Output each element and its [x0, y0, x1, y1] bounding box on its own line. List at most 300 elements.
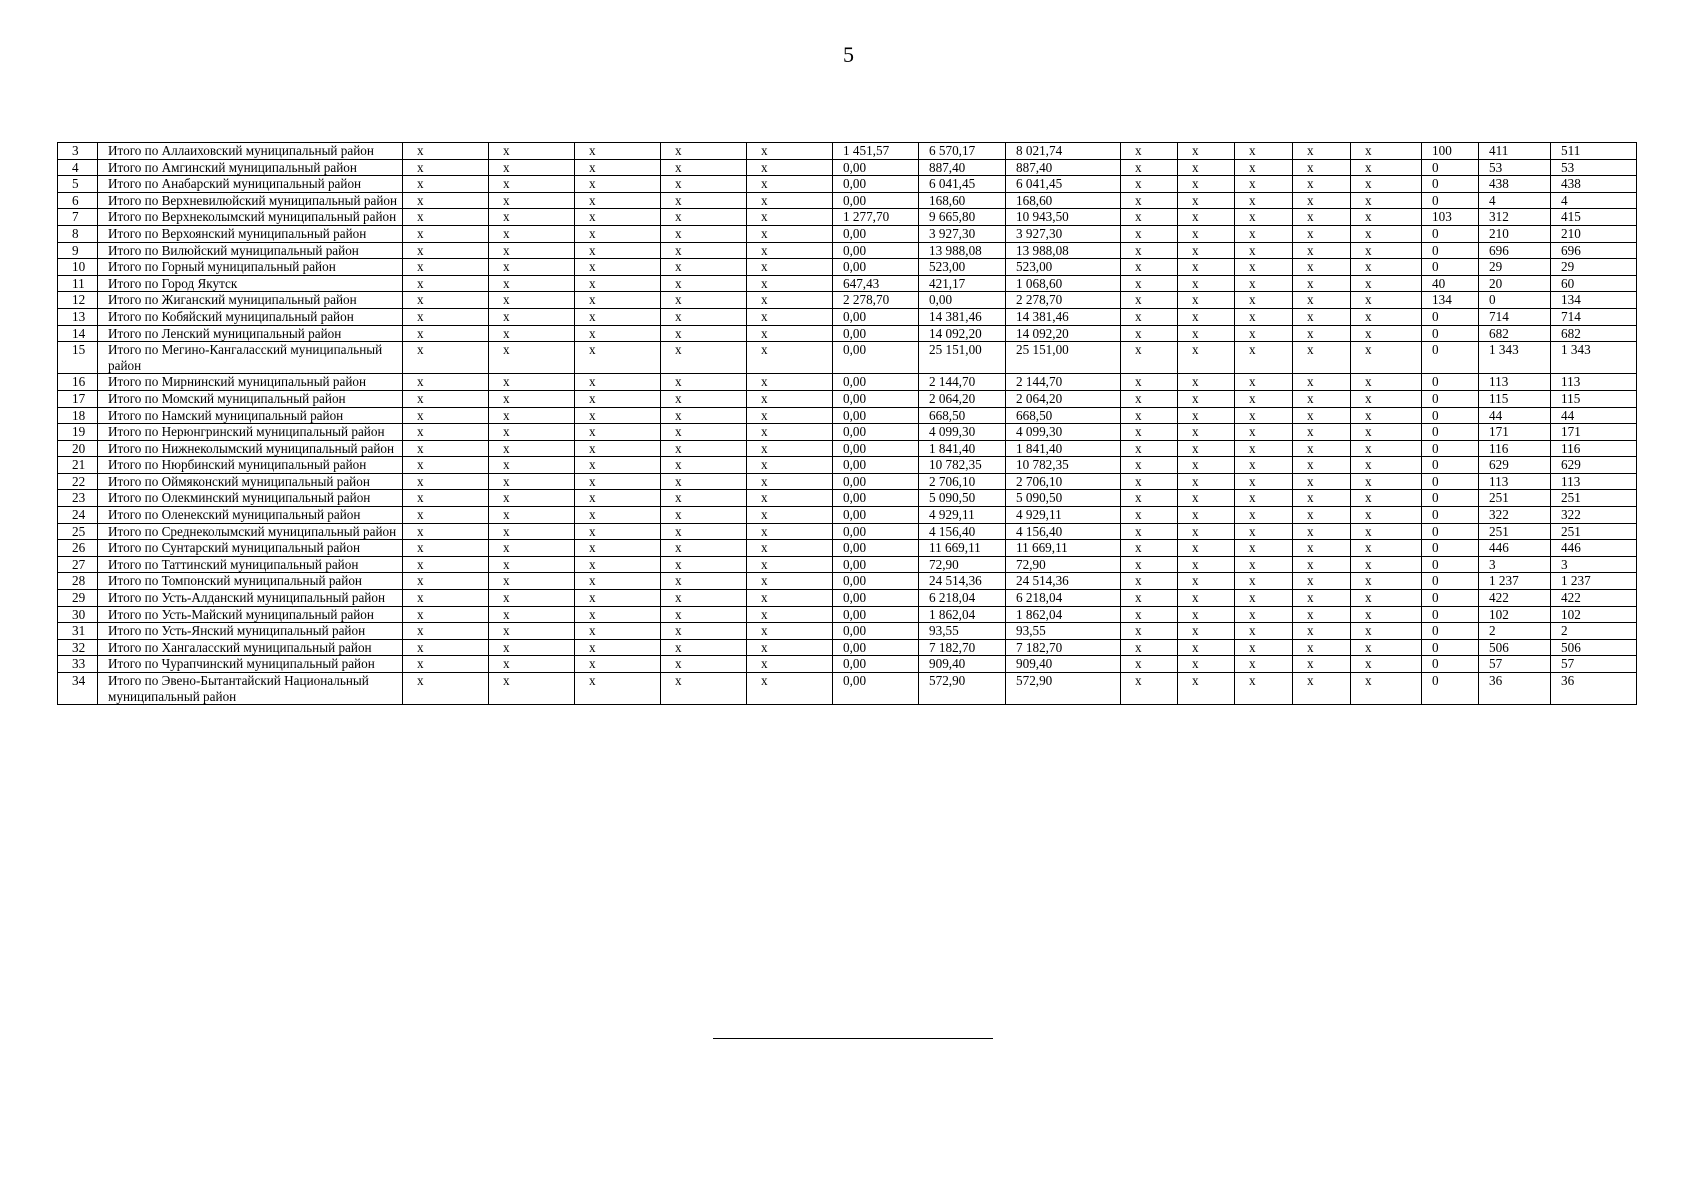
marker-cell: x: [1293, 623, 1351, 640]
marker-cell: x: [1235, 192, 1293, 209]
marker-cell: x: [661, 259, 747, 276]
marker-cell: x: [1293, 639, 1351, 656]
row-number: 7: [58, 209, 98, 226]
marker-cell: x: [747, 507, 833, 524]
value-b: 9 665,80: [919, 209, 1006, 226]
marker-cell: x: [1178, 390, 1235, 407]
marker-cell: x: [403, 176, 489, 193]
marker-cell: x: [1235, 473, 1293, 490]
marker-cell: x: [1293, 590, 1351, 607]
value-total: 72,90: [1006, 556, 1121, 573]
marker-cell: x: [1178, 176, 1235, 193]
marker-cell: x: [575, 192, 661, 209]
marker-cell: x: [661, 573, 747, 590]
marker-cell: x: [1293, 490, 1351, 507]
count-a: 0: [1422, 457, 1479, 474]
marker-cell: x: [1235, 407, 1293, 424]
count-total: 682: [1551, 325, 1637, 342]
marker-cell: x: [489, 590, 575, 607]
value-b: 3 927,30: [919, 225, 1006, 242]
value-total: 887,40: [1006, 159, 1121, 176]
value-b: 93,55: [919, 623, 1006, 640]
value-a: 0,00: [833, 639, 919, 656]
row-number: 16: [58, 374, 98, 391]
count-b: 251: [1479, 490, 1551, 507]
marker-cell: x: [1293, 143, 1351, 160]
row-name: Итого по Намский муниципальный район: [98, 407, 403, 424]
marker-cell: x: [1235, 292, 1293, 309]
count-a: 0: [1422, 390, 1479, 407]
marker-cell: x: [575, 342, 661, 374]
marker-cell: x: [1178, 292, 1235, 309]
marker-cell: x: [403, 342, 489, 374]
value-a: 0,00: [833, 342, 919, 374]
count-total: 1 237: [1551, 573, 1637, 590]
marker-cell: x: [661, 159, 747, 176]
value-b: 2 706,10: [919, 473, 1006, 490]
marker-cell: x: [1121, 473, 1178, 490]
marker-cell: x: [1351, 440, 1422, 457]
marker-cell: x: [1121, 275, 1178, 292]
marker-cell: x: [661, 673, 747, 705]
marker-cell: x: [661, 473, 747, 490]
marker-cell: x: [1351, 639, 1422, 656]
value-total: 1 068,60: [1006, 275, 1121, 292]
marker-cell: x: [1178, 540, 1235, 557]
marker-cell: x: [1351, 342, 1422, 374]
row-name: Итого по Усть-Янский муниципальный район: [98, 623, 403, 640]
marker-cell: x: [1235, 424, 1293, 441]
count-b: 53: [1479, 159, 1551, 176]
marker-cell: x: [575, 490, 661, 507]
marker-cell: x: [1351, 209, 1422, 226]
value-b: 11 669,11: [919, 540, 1006, 557]
marker-cell: x: [661, 590, 747, 607]
value-b: 0,00: [919, 292, 1006, 309]
count-b: 36: [1479, 673, 1551, 705]
marker-cell: x: [489, 308, 575, 325]
row-name: Итого по Жиганский муниципальный район: [98, 292, 403, 309]
row-number: 11: [58, 275, 98, 292]
marker-cell: x: [1351, 573, 1422, 590]
marker-cell: x: [489, 176, 575, 193]
value-total: 7 182,70: [1006, 639, 1121, 656]
value-total: 1 841,40: [1006, 440, 1121, 457]
table-row: [58, 259, 1637, 276]
row-name: Итого по Нерюнгринский муниципальный район: [98, 424, 403, 441]
value-total: 2 278,70: [1006, 292, 1121, 309]
count-a: 0: [1422, 556, 1479, 573]
marker-cell: x: [575, 275, 661, 292]
marker-cell: x: [1293, 407, 1351, 424]
value-a: 647,43: [833, 275, 919, 292]
marker-cell: x: [1178, 590, 1235, 607]
marker-cell: x: [489, 523, 575, 540]
value-a: 0,00: [833, 556, 919, 573]
report-table-body: [58, 143, 1637, 705]
value-total: 4 156,40: [1006, 523, 1121, 540]
row-name: Итого по Вилюйский муниципальный район: [98, 242, 403, 259]
count-a: 0: [1422, 325, 1479, 342]
marker-cell: x: [489, 225, 575, 242]
value-a: 0,00: [833, 623, 919, 640]
marker-cell: x: [747, 143, 833, 160]
table-row: [58, 424, 1637, 441]
marker-cell: x: [1235, 325, 1293, 342]
marker-cell: x: [575, 143, 661, 160]
marker-cell: x: [403, 507, 489, 524]
table-row: [58, 673, 1637, 705]
marker-cell: x: [575, 673, 661, 705]
row-number: 8: [58, 225, 98, 242]
row-name: Итого по Мегино-Кангаласский муниципальный район: [98, 342, 403, 374]
value-total: 5 090,50: [1006, 490, 1121, 507]
marker-cell: x: [403, 143, 489, 160]
marker-cell: x: [1121, 673, 1178, 705]
marker-cell: x: [1235, 143, 1293, 160]
marker-cell: x: [1121, 259, 1178, 276]
table-row: [58, 209, 1637, 226]
value-total: 14 092,20: [1006, 325, 1121, 342]
marker-cell: x: [661, 209, 747, 226]
value-total: 14 381,46: [1006, 308, 1121, 325]
marker-cell: x: [489, 259, 575, 276]
row-name: Итого по Ленский муниципальный район: [98, 325, 403, 342]
value-total: 2 706,10: [1006, 473, 1121, 490]
row-number: 34: [58, 673, 98, 705]
table-row: [58, 292, 1637, 309]
marker-cell: x: [489, 457, 575, 474]
marker-cell: x: [1121, 242, 1178, 259]
marker-cell: x: [747, 656, 833, 673]
marker-cell: x: [661, 292, 747, 309]
row-number: 26: [58, 540, 98, 557]
value-a: 0,00: [833, 473, 919, 490]
value-a: 0,00: [833, 225, 919, 242]
marker-cell: x: [1121, 623, 1178, 640]
marker-cell: x: [747, 225, 833, 242]
count-total: 113: [1551, 374, 1637, 391]
count-b: 210: [1479, 225, 1551, 242]
row-number: 19: [58, 424, 98, 441]
marker-cell: x: [747, 440, 833, 457]
marker-cell: x: [747, 457, 833, 474]
row-name: Итого по Эвено-Бытантайский Национальный муниципальный район: [98, 673, 403, 705]
marker-cell: x: [1351, 308, 1422, 325]
marker-cell: x: [747, 374, 833, 391]
marker-cell: x: [403, 225, 489, 242]
row-name: Итого по Аллаиховский муниципальный район: [98, 143, 403, 160]
value-a: 0,00: [833, 407, 919, 424]
value-a: 0,00: [833, 308, 919, 325]
marker-cell: x: [1235, 259, 1293, 276]
value-a: 0,00: [833, 507, 919, 524]
row-name: Итого по Сунтарский муниципальный район: [98, 540, 403, 557]
value-b: 909,40: [919, 656, 1006, 673]
value-total: 6 218,04: [1006, 590, 1121, 607]
marker-cell: x: [489, 325, 575, 342]
count-b: 629: [1479, 457, 1551, 474]
count-b: 102: [1479, 606, 1551, 623]
marker-cell: x: [1351, 192, 1422, 209]
row-name: Итого по Усть-Алданский муниципальный район: [98, 590, 403, 607]
marker-cell: x: [489, 390, 575, 407]
value-a: 0,00: [833, 390, 919, 407]
count-a: 0: [1422, 192, 1479, 209]
marker-cell: x: [747, 159, 833, 176]
value-total: 10 782,35: [1006, 457, 1121, 474]
count-b: 4: [1479, 192, 1551, 209]
row-number: 13: [58, 308, 98, 325]
marker-cell: x: [489, 540, 575, 557]
count-total: 36: [1551, 673, 1637, 705]
value-b: 14 092,20: [919, 325, 1006, 342]
marker-cell: x: [1235, 556, 1293, 573]
table-row: [58, 606, 1637, 623]
marker-cell: x: [1351, 490, 1422, 507]
value-a: 0,00: [833, 673, 919, 705]
count-b: 20: [1479, 275, 1551, 292]
value-a: 0,00: [833, 573, 919, 590]
marker-cell: x: [575, 407, 661, 424]
marker-cell: x: [1121, 308, 1178, 325]
table-row: [58, 407, 1637, 424]
row-name: Итого по Оленекский муниципальный район: [98, 507, 403, 524]
marker-cell: x: [489, 606, 575, 623]
value-b: 5 090,50: [919, 490, 1006, 507]
value-a: 1 451,57: [833, 143, 919, 160]
marker-cell: x: [1235, 623, 1293, 640]
marker-cell: x: [1178, 374, 1235, 391]
marker-cell: x: [1121, 292, 1178, 309]
row-name: Итого по Томпонский муниципальный район: [98, 573, 403, 590]
value-a: 0,00: [833, 606, 919, 623]
marker-cell: x: [489, 292, 575, 309]
value-b: 1 862,04: [919, 606, 1006, 623]
marker-cell: x: [1178, 639, 1235, 656]
marker-cell: x: [1121, 143, 1178, 160]
count-a: 0: [1422, 242, 1479, 259]
marker-cell: x: [1121, 159, 1178, 176]
row-number: 29: [58, 590, 98, 607]
marker-cell: x: [575, 259, 661, 276]
marker-cell: x: [1178, 523, 1235, 540]
marker-cell: x: [1351, 325, 1422, 342]
table-row: [58, 242, 1637, 259]
count-a: 134: [1422, 292, 1479, 309]
marker-cell: x: [1178, 259, 1235, 276]
count-total: 60: [1551, 275, 1637, 292]
count-total: 44: [1551, 407, 1637, 424]
marker-cell: x: [747, 325, 833, 342]
row-number: 33: [58, 656, 98, 673]
marker-cell: x: [489, 374, 575, 391]
marker-cell: x: [661, 143, 747, 160]
value-a: 0,00: [833, 325, 919, 342]
table-row: [58, 275, 1637, 292]
count-b: 2: [1479, 623, 1551, 640]
value-total: 13 988,08: [1006, 242, 1121, 259]
count-a: 0: [1422, 473, 1479, 490]
value-total: 10 943,50: [1006, 209, 1121, 226]
row-number: 24: [58, 507, 98, 524]
marker-cell: x: [747, 390, 833, 407]
count-a: 0: [1422, 573, 1479, 590]
marker-cell: x: [1235, 606, 1293, 623]
marker-cell: x: [1178, 209, 1235, 226]
marker-cell: x: [403, 606, 489, 623]
marker-cell: x: [661, 440, 747, 457]
marker-cell: x: [403, 390, 489, 407]
table-row: [58, 573, 1637, 590]
marker-cell: x: [661, 225, 747, 242]
table-row: [58, 374, 1637, 391]
marker-cell: x: [575, 523, 661, 540]
value-a: 0,00: [833, 540, 919, 557]
marker-cell: x: [1293, 209, 1351, 226]
count-a: 0: [1422, 342, 1479, 374]
marker-cell: x: [1293, 656, 1351, 673]
row-name: Итого по Нижнеколымский муниципальный район: [98, 440, 403, 457]
count-a: 0: [1422, 590, 1479, 607]
marker-cell: x: [1121, 656, 1178, 673]
value-a: 0,00: [833, 176, 919, 193]
marker-cell: x: [661, 523, 747, 540]
count-total: 171: [1551, 424, 1637, 441]
marker-cell: x: [747, 407, 833, 424]
value-a: 0,00: [833, 457, 919, 474]
marker-cell: x: [1351, 656, 1422, 673]
value-total: 25 151,00: [1006, 342, 1121, 374]
count-a: 0: [1422, 507, 1479, 524]
row-name: Итого по Кобяйский муниципальный район: [98, 308, 403, 325]
marker-cell: x: [403, 590, 489, 607]
count-total: 134: [1551, 292, 1637, 309]
row-name: Итого по Нюрбинский муниципальный район: [98, 457, 403, 474]
marker-cell: x: [747, 673, 833, 705]
marker-cell: x: [1293, 473, 1351, 490]
row-number: 4: [58, 159, 98, 176]
marker-cell: x: [661, 490, 747, 507]
marker-cell: x: [1178, 242, 1235, 259]
value-a: 0,00: [833, 490, 919, 507]
marker-cell: x: [1178, 507, 1235, 524]
marker-cell: x: [575, 639, 661, 656]
marker-cell: x: [1178, 225, 1235, 242]
marker-cell: x: [1121, 342, 1178, 374]
count-b: 1 343: [1479, 342, 1551, 374]
count-total: 446: [1551, 540, 1637, 557]
marker-cell: x: [1235, 573, 1293, 590]
value-a: 0,00: [833, 523, 919, 540]
marker-cell: x: [575, 325, 661, 342]
marker-cell: x: [575, 540, 661, 557]
marker-cell: x: [489, 407, 575, 424]
marker-cell: x: [1235, 507, 1293, 524]
marker-cell: x: [403, 473, 489, 490]
marker-cell: x: [1293, 606, 1351, 623]
value-b: 4 156,40: [919, 523, 1006, 540]
row-name: Итого по Усть-Майский муниципальный район: [98, 606, 403, 623]
marker-cell: x: [1121, 540, 1178, 557]
marker-cell: x: [661, 457, 747, 474]
marker-cell: x: [747, 490, 833, 507]
marker-cell: x: [1178, 325, 1235, 342]
marker-cell: x: [1235, 523, 1293, 540]
table-row: [58, 225, 1637, 242]
marker-cell: x: [1235, 374, 1293, 391]
marker-cell: x: [1178, 275, 1235, 292]
table-row: [58, 176, 1637, 193]
marker-cell: x: [1351, 374, 1422, 391]
marker-cell: x: [403, 556, 489, 573]
marker-cell: x: [1235, 656, 1293, 673]
marker-cell: x: [1293, 159, 1351, 176]
marker-cell: x: [575, 440, 661, 457]
marker-cell: x: [1351, 143, 1422, 160]
count-a: 0: [1422, 623, 1479, 640]
marker-cell: x: [1293, 176, 1351, 193]
table-row: [58, 656, 1637, 673]
count-a: 0: [1422, 424, 1479, 441]
count-total: 714: [1551, 308, 1637, 325]
count-b: 322: [1479, 507, 1551, 524]
marker-cell: x: [1121, 556, 1178, 573]
marker-cell: x: [575, 374, 661, 391]
marker-cell: x: [575, 623, 661, 640]
value-a: 0,00: [833, 424, 919, 441]
marker-cell: x: [1121, 390, 1178, 407]
marker-cell: x: [575, 159, 661, 176]
value-b: 4 099,30: [919, 424, 1006, 441]
table-row: [58, 159, 1637, 176]
marker-cell: x: [489, 143, 575, 160]
value-total: 11 669,11: [1006, 540, 1121, 557]
marker-cell: x: [1293, 292, 1351, 309]
marker-cell: x: [1293, 673, 1351, 705]
marker-cell: x: [1293, 325, 1351, 342]
marker-cell: x: [1178, 473, 1235, 490]
row-number: 31: [58, 623, 98, 640]
marker-cell: x: [403, 292, 489, 309]
marker-cell: x: [1351, 292, 1422, 309]
marker-cell: x: [661, 639, 747, 656]
count-b: 29: [1479, 259, 1551, 276]
table-row: [58, 390, 1637, 407]
marker-cell: x: [1178, 573, 1235, 590]
count-a: 40: [1422, 275, 1479, 292]
count-a: 0: [1422, 159, 1479, 176]
row-number: 5: [58, 176, 98, 193]
marker-cell: x: [1235, 639, 1293, 656]
marker-cell: x: [403, 275, 489, 292]
row-name: Итого по Оймяконский муниципальный район: [98, 473, 403, 490]
count-total: 2: [1551, 623, 1637, 640]
marker-cell: x: [575, 424, 661, 441]
value-a: 0,00: [833, 159, 919, 176]
marker-cell: x: [575, 176, 661, 193]
row-name: Итого по Среднеколымский муниципальный район: [98, 523, 403, 540]
marker-cell: x: [1235, 673, 1293, 705]
table-row: [58, 457, 1637, 474]
marker-cell: x: [489, 159, 575, 176]
marker-cell: x: [1121, 573, 1178, 590]
marker-cell: x: [661, 606, 747, 623]
value-b: 7 182,70: [919, 639, 1006, 656]
value-a: 0,00: [833, 590, 919, 607]
value-b: 6 570,17: [919, 143, 1006, 160]
marker-cell: x: [1121, 490, 1178, 507]
